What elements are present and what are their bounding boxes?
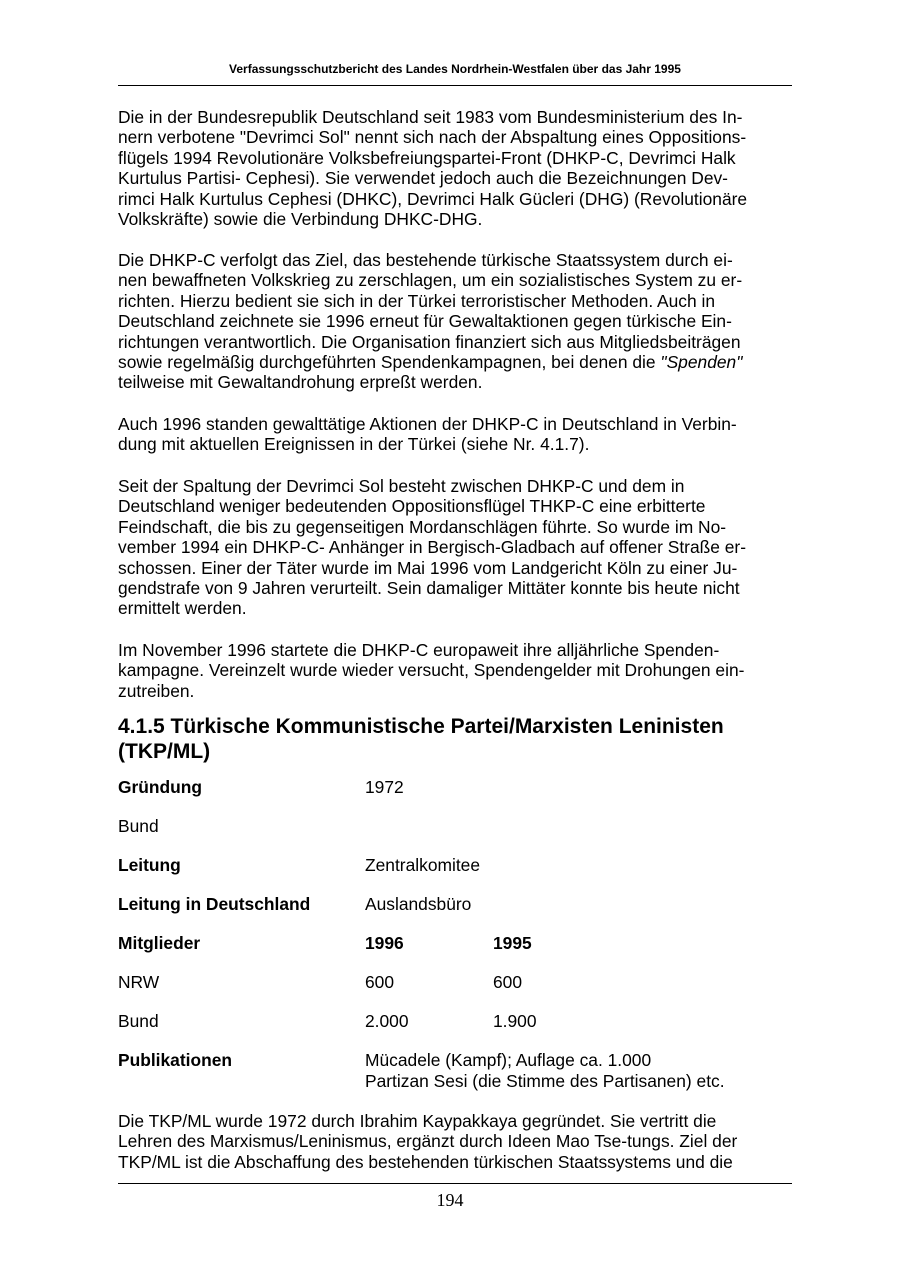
column-year: 1995 (493, 933, 532, 953)
fact-row-bund-members (118, 1011, 792, 1033)
fact-value: 1.900 (493, 1011, 537, 1031)
fact-row-publikationen-cont (118, 1071, 792, 1093)
text-line: nen bewaffneten Volkskrieg zu zerschlagen, um ein sozialistisches System zu er- (118, 270, 743, 291)
fact-label: Leitung (118, 855, 181, 875)
text-line: Kurtulus Partisi- Cephesi). Sie verwendet jedoch auch die Bezeichnungen Dev- (118, 168, 728, 189)
section-heading-line: (TKP/ML) (118, 740, 211, 763)
text-segment: sowie regelmäßig durchgeführten Spendenkampagnen, bei denen die (118, 352, 656, 373)
fact-row-leitung (118, 855, 792, 877)
text-line: TKP/ML ist die Abschaffung des bestehenden türkischen Staatssystems und die (118, 1151, 733, 1172)
text-line: ermittelt werden. (118, 598, 247, 619)
fact-row-mitglieder (118, 933, 792, 955)
fact-label: Publikationen (118, 1050, 233, 1070)
emphasis-text: "Spenden" (660, 352, 743, 373)
text-line: Feindschaft, die bis zu gegenseitigen Mordanschlägen führte. So wurde im No- (118, 516, 727, 537)
fact-row-nrw (118, 972, 792, 994)
text-line: kampagne. Vereinzelt wurde wieder versucht, Spendengelder mit Drohungen ein- (118, 660, 745, 681)
text-line: Die TKP/ML wurde 1972 durch Ibrahim Kaypakkaya gegründet. Sie vertritt die (118, 1111, 717, 1131)
running-header: Verfassungsschutzbericht des Landes Nordrhein-Westfalen über das Jahr 1995 (229, 62, 681, 76)
text-line: Die DHKP-C verfolgt das Ziel, das bestehende türkische Staatssystem durch ei- (118, 250, 733, 270)
text-line: richtungen verantwortlich. Die Organisation finanziert sich aus Mitgliedsbeiträgen (118, 331, 741, 352)
fact-row-publikationen (118, 1050, 792, 1072)
page-number: 194 (436, 1190, 464, 1210)
column-year: 1996 (365, 933, 404, 953)
text-line: schossen. Einer der Täter wurde im Mai 1996 vom Landgericht Köln zu einer Ju- (118, 557, 738, 578)
text-line: flügels 1994 Revolutionäre Volksbefreiungspartei-Front (DHKP-C, Devrimci Halk (118, 147, 736, 168)
text-line: Deutschland zeichnete sie 1996 erneut für Gewaltaktionen gegen türkische Ein- (118, 311, 732, 332)
text-line: teilweise mit Gewaltandrohung erpreßt werden. (118, 372, 483, 393)
paragraph-2 (118, 250, 792, 393)
text-line: Seit der Spaltung der Devrimci Sol besteht zwischen DHKP-C und dem in (118, 476, 685, 496)
paragraph-6 (118, 1111, 792, 1172)
paragraph-1 (118, 107, 792, 229)
text-line: dung mit aktuellen Ereignissen in der Türkei (siehe Nr. 4.1.7). (118, 434, 590, 455)
fact-value: 2.000 (365, 1011, 409, 1031)
section-heading-line: 4.1.5 Türkische Kommunistische Partei/Marxisten Leninisten (118, 715, 724, 738)
fact-value: Zentralkomitee (365, 855, 481, 875)
text-line (118, 352, 792, 372)
fact-value: 1972 (365, 777, 404, 797)
text-line: Die in der Bundesrepublik Deutschland seit 1983 vom Bundesministerium des In- (118, 107, 743, 127)
fact-value: Partizan Sesi (die Stimme des Partisanen) etc. (365, 1071, 725, 1091)
text-line: Lehren des Marxismus/Leninismus, ergänzt durch Ideen Mao Tse-tungs. Ziel der (118, 1131, 738, 1152)
section-heading (118, 714, 792, 764)
paragraph-4 (118, 476, 792, 619)
text-line: gendstrafe von 9 Jahren verurteilt. Sein damaliger Mittäter konnte bis heute nicht (118, 578, 740, 599)
fact-value: Auslandsbüro (365, 894, 472, 914)
paragraph-3 (118, 414, 792, 455)
text-line: rimci Halk Kurtulus Cephesi (DHKC), Devrimci Halk Gücleri (DHG) (Revolutionäre (118, 188, 748, 209)
fact-row-bund (118, 816, 792, 838)
fact-row-gruendung (118, 777, 792, 799)
footer-rule (118, 1183, 792, 1184)
text-line: Volkskräfte) sowie die Verbindung DHKC-DHG. (118, 209, 483, 230)
fact-label: Bund (118, 1011, 159, 1031)
header-rule (118, 85, 792, 86)
fact-label: NRW (118, 972, 160, 992)
text-line: richten. Hierzu bedient sie sich in der Türkei terroristischer Methoden. Auch in (118, 290, 716, 311)
fact-value: 600 (365, 972, 395, 992)
fact-label: Leitung in Deutschland (118, 894, 311, 914)
fact-value: Mücadele (Kampf); Auflage ca. 1.000 (365, 1050, 652, 1070)
text-line: vember 1994 ein DHKP-C- Anhänger in Bergisch-Gladbach auf offener Straße er- (118, 537, 746, 558)
paragraph-5 (118, 640, 792, 701)
text-line: Im November 1996 startete die DHKP-C europaweit ihre alljährliche Spenden- (118, 640, 720, 660)
fact-label: Mitglieder (118, 933, 201, 953)
text-line: zutreiben. (118, 680, 195, 701)
text-line: Deutschland weniger bedeutenden Oppositionsflügel THKP-C eine erbitterte (118, 496, 706, 517)
fact-row-leitung-deutschland (118, 894, 792, 916)
text-line: Auch 1996 standen gewalttätige Aktionen der DHKP-C in Deutschland in Verbin- (118, 414, 737, 434)
fact-value: 600 (493, 972, 523, 992)
text-line: nern verbotene "Devrimci Sol" nennt sich nach der Abspaltung eines Oppositions- (118, 127, 747, 148)
fact-label: Gründung (118, 777, 203, 797)
fact-label: Bund (118, 816, 159, 836)
